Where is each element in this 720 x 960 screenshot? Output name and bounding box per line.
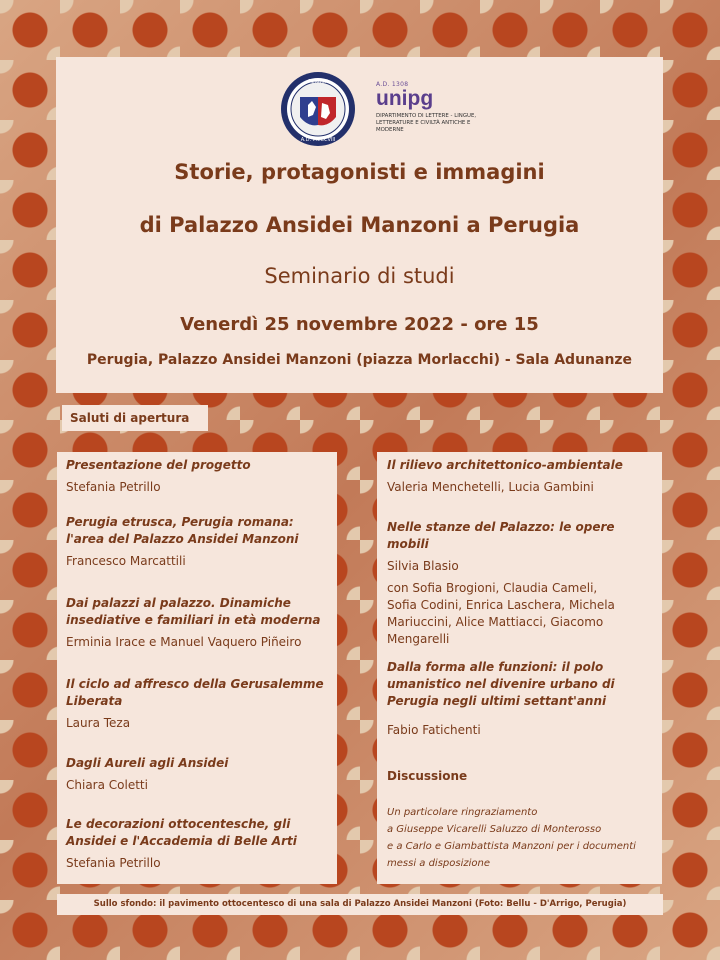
item-title: Le decorazioni ottocentesche, gli Ansidei e l'Accademia di Belle Arti xyxy=(66,817,297,848)
unipg-logo xyxy=(376,81,480,134)
item-speaker: Stefania Petrillo xyxy=(66,480,161,494)
thanks-line: messi a disposizione xyxy=(387,858,491,869)
item-speaker: Valeria Menchetelli, Lucia Gambini xyxy=(387,480,594,494)
item-speaker: Erminia Irace e Manuel Vaquero Piñeiro xyxy=(66,635,302,649)
item-speaker: Fabio Fatichenti xyxy=(387,723,481,737)
item-speaker: Laura Teza xyxy=(66,716,131,730)
header-panel xyxy=(56,57,663,393)
program-item xyxy=(66,816,328,872)
thanks-line: a Giuseppe Vicarelli Saluzzo di Monterosso xyxy=(387,824,602,835)
program-right-column xyxy=(377,452,662,884)
item-title: Discussione xyxy=(387,769,468,783)
item-speaker: Silvia Blasio xyxy=(387,559,459,573)
item-collaborators: con Sofia Brogioni, Claudia Cameli, Sofia Codini, Enrica Laschera, Michela Mariuccini, Alice Mattiacci, Giacomo Mengarelli xyxy=(387,581,615,646)
thanks-line: e a Carlo e Giambattista Manzoni per i documenti xyxy=(387,841,636,852)
program-item xyxy=(387,457,657,496)
photo-credit: Sullo sfondo: il pavimento ottocentesco di una sala di Palazzo Ansidei Manzoni (Foto: Bellu - D'Arrigo, Perugia) xyxy=(57,894,663,915)
item-title: Il ciclo ad affresco della Gerusalemme Liberata xyxy=(66,677,324,708)
program-item xyxy=(387,519,657,648)
title-line-2: di Palazzo Ansidei Manzoni a Perugia xyxy=(139,213,580,237)
university-seal-icon xyxy=(280,71,356,147)
item-speaker: Stefania Petrillo xyxy=(66,856,161,870)
event-venue: Perugia, Palazzo Ansidei Manzoni (piazza Morlacchi) - Sala Adunanze xyxy=(86,352,633,368)
acknowledgements xyxy=(387,804,657,872)
program-item xyxy=(387,659,645,739)
unipg-wordmark: unipg xyxy=(376,87,434,110)
item-speaker: Chiara Coletti xyxy=(66,778,148,792)
department-name: DIPARTIMENTO DI LETTERE - LINGUE, LETTERATURE E CIVILTÀ ANTICHE E MODERNE xyxy=(376,113,477,133)
program-left-column xyxy=(57,452,337,884)
program-item xyxy=(66,676,326,732)
subtitle: Seminario di studi xyxy=(264,264,455,288)
item-title: Perugia etrusca, Perugia romana: l'area del Palazzo Ansidei Manzoni xyxy=(66,515,299,546)
thanks-line: Un particolare ringraziamento xyxy=(387,807,538,818)
program-item xyxy=(66,755,331,794)
item-title: Dalla forma alle funzioni: il polo umanistico nel divenire urbano di Perugia negli ultimi settant'anni xyxy=(387,660,615,708)
item-title: Dagli Aureli agli Ansidei xyxy=(66,756,229,770)
program-item xyxy=(66,514,334,570)
saluti-label: Saluti di apertura xyxy=(62,405,208,431)
svg-text:A.D. MCCCVIII: A.D. MCCCVIII xyxy=(300,137,336,143)
title-line-1: Storie, protagonisti e immagini xyxy=(174,160,545,184)
program-item xyxy=(66,457,331,496)
unipg-ad: A.D. 1308 xyxy=(376,81,409,88)
svg-text:PERUSII: PERUSII xyxy=(308,79,328,85)
item-title: Dai palazzi al palazzo. Dinamiche insediative e familiari in età moderna xyxy=(66,596,321,627)
logos xyxy=(280,71,480,147)
item-title: Nelle stanze del Palazzo: le opere mobili xyxy=(387,520,615,551)
item-title: Presentazione del progetto xyxy=(66,458,251,472)
event-date: Venerdì 25 novembre 2022 - ore 15 xyxy=(180,314,539,335)
program-item xyxy=(387,768,647,785)
item-speaker: Francesco Marcattili xyxy=(66,554,186,568)
item-title: Il rilievo architettonico-ambientale xyxy=(387,458,623,472)
program-item xyxy=(66,595,321,651)
